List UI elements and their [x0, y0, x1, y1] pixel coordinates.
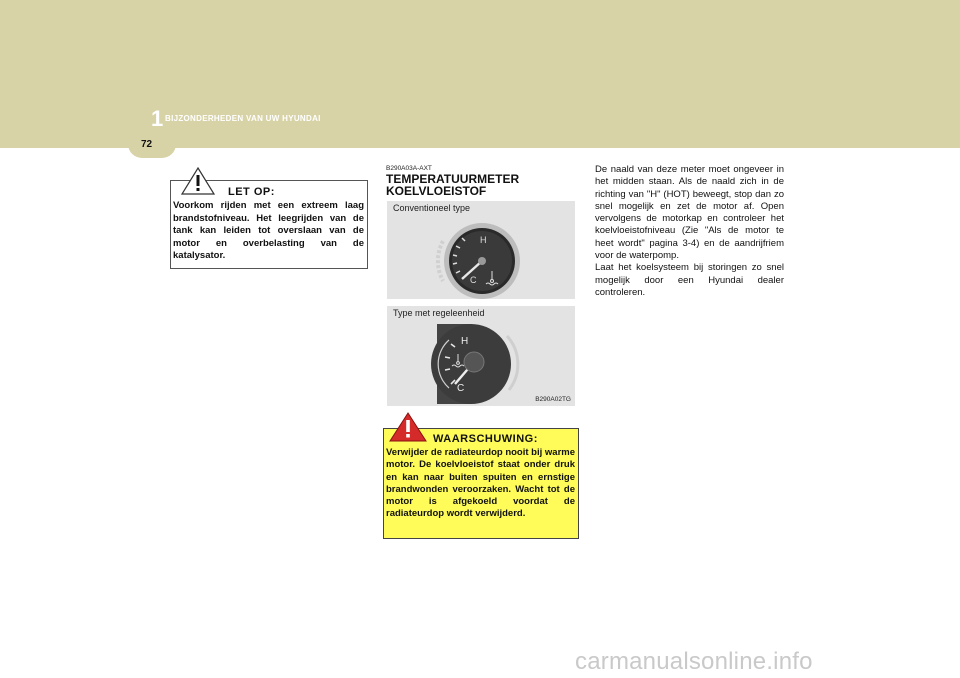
section-code: B290A03A-AXT [386, 165, 432, 172]
page-number: 72 [141, 139, 153, 150]
regulated-temperature-gauge [431, 322, 521, 404]
body-paragraph-1: De naald van deze meter moet ongeveer in het midden staan. Als de naald zich in de richting van "H" (HOT) beweegt, stop dan zo snel mogelijk en zet de motor af. Open vervolgens de motorkap en controleer het koelvloeistofniveau (Zie "Als de motor te heet wordt" pagina 3-4) en de aandrijfriem voor de waterpomp. [595, 164, 784, 262]
watermark: carmanualsonline.info [575, 648, 813, 675]
conventional-gauge-panel [387, 201, 575, 299]
regulated-gauge-label: Type met regeleenheid [393, 308, 485, 318]
header-band [0, 0, 960, 148]
caution-title: LET OP: [228, 186, 275, 198]
warning-title: WAARSCHUWING: [433, 433, 538, 445]
section-title-line2: KOELVLOEISTOF [386, 184, 487, 198]
conventional-temperature-gauge [432, 219, 528, 301]
warning-text: Verwijder de radiateurdop nooit bij warme motor. De koelvloeistof staat onder druk en kan naar buiten spuiten en ernstige brandwonden veroorzaken. Wacht tot de motor is afgekoeld voordat de radiateurdop wordt verwijderd. [386, 447, 575, 520]
regulated-cold-mark: C [457, 383, 465, 394]
conventional-hot-mark: H [480, 235, 487, 245]
warning-triangle-icon [389, 412, 427, 442]
body-paragraph-2: Laat het koelsysteem bij storingen zo snel mogelijk door een Hyundai dealer controleren. [595, 262, 784, 298]
caution-text: Voorkom rijden met een extreem laag brandstofniveau. Het leegrijden van de tank kan leiden tot overslaan van de motor en overbelasting van de katalysator. [173, 200, 364, 261]
figure-code: B290A02TG [535, 396, 571, 403]
chapter-title: BIJZONDERHEDEN VAN UW HYUNDAI [165, 114, 321, 123]
section-title [386, 173, 586, 197]
body-text [595, 164, 784, 299]
conventional-cold-mark: C [470, 275, 477, 285]
section-title-line1: TEMPERATUURMETER [386, 172, 520, 186]
regulated-gauge-panel [387, 306, 575, 406]
caution-triangle-icon [180, 166, 216, 196]
regulated-hot-mark: H [461, 336, 469, 347]
conventional-gauge-label: Conventioneel type [393, 203, 471, 213]
chapter-number: 1 [151, 106, 164, 131]
